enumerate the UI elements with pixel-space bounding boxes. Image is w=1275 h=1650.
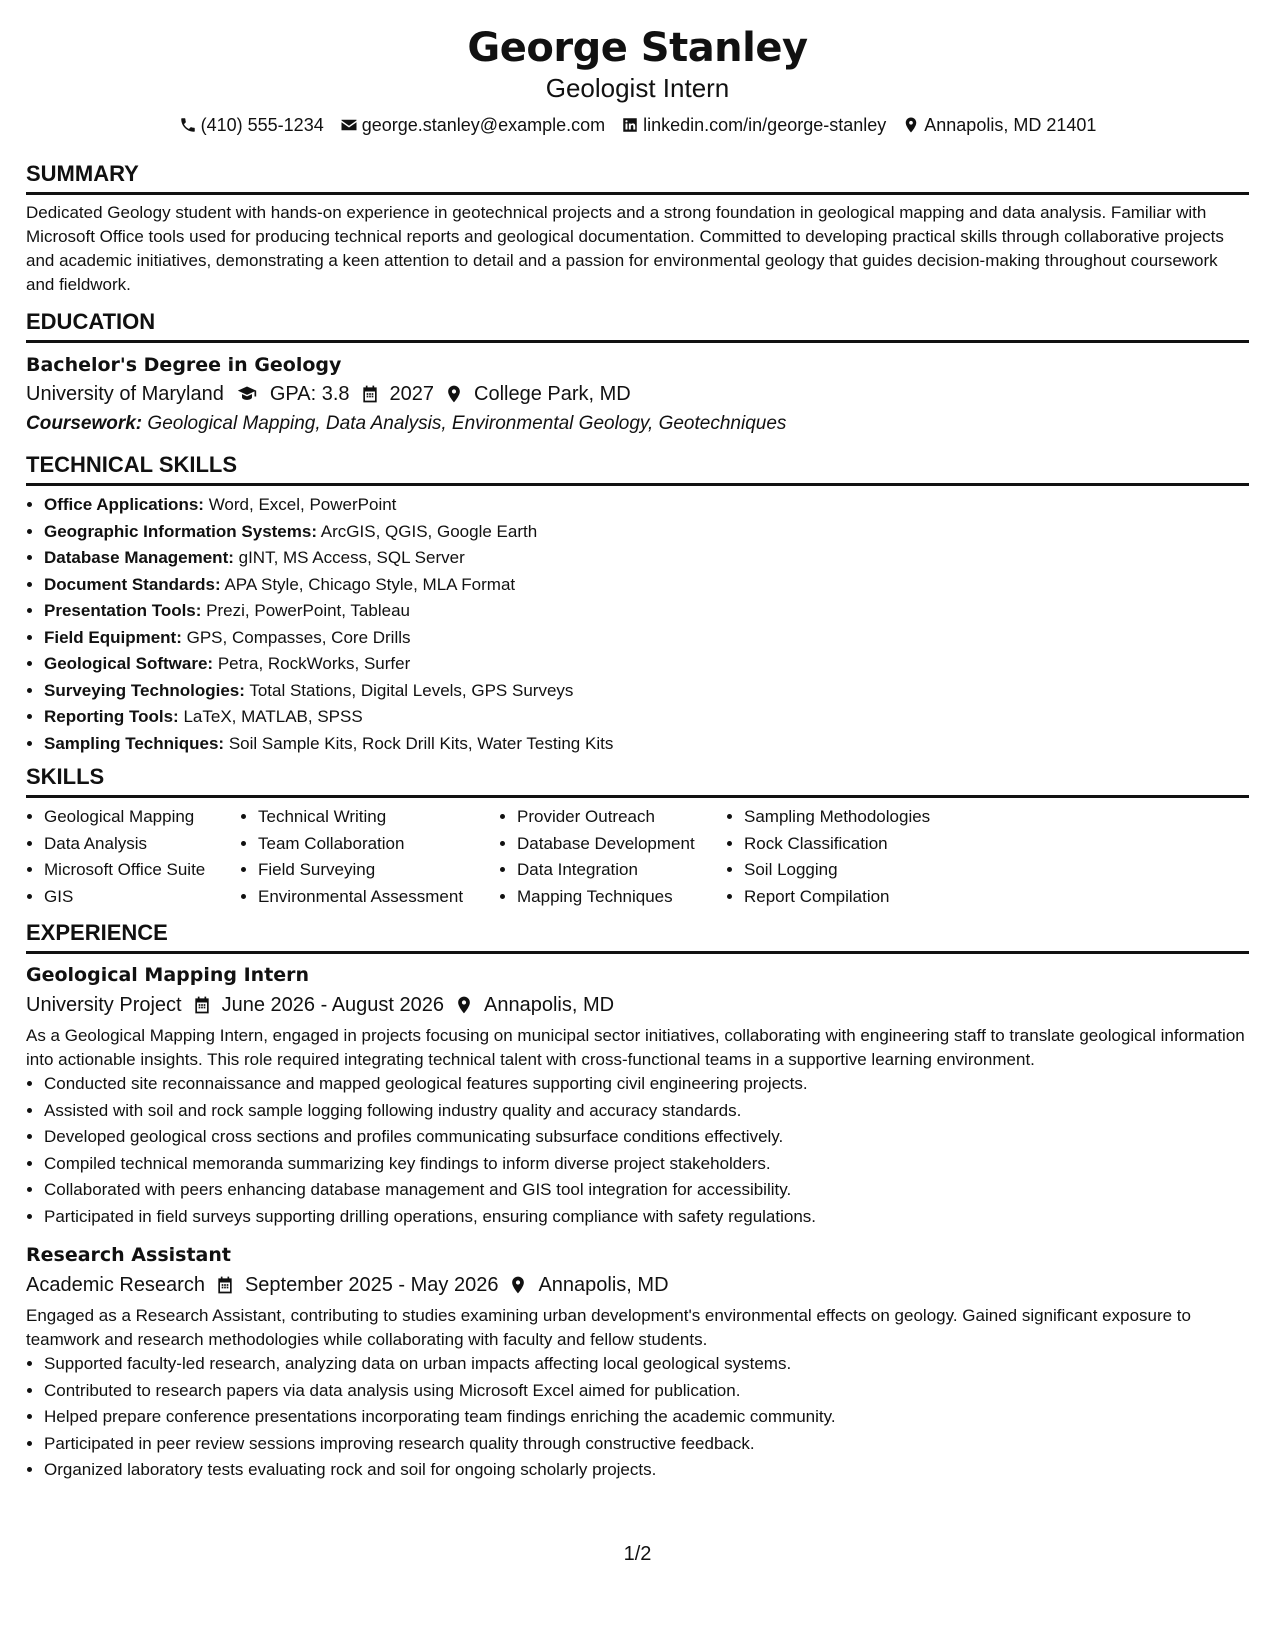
degree-title: Bachelor's Degree in Geology (26, 354, 342, 376)
education-section (26, 308, 1249, 439)
technical-skill-value: GPS, Compasses, Core Drills (186, 627, 411, 647)
skill-item: • Data Integration (517, 857, 726, 884)
technical-skills-section (26, 451, 1249, 757)
technical-skill-item (44, 651, 1249, 678)
job-title: Research Assistant (26, 1244, 231, 1266)
calendar-icon (192, 995, 212, 1015)
technical-skill-value: ArcGIS, QGIS, Google Earth (320, 521, 538, 541)
phone-icon (179, 116, 197, 134)
technical-skill-item (44, 731, 1249, 758)
map-pin-icon (444, 384, 464, 404)
coursework-line (26, 409, 1249, 439)
technical-skill-item (44, 572, 1249, 599)
technical-skill-value: Petra, RockWorks, Surfer (217, 654, 411, 673)
technical-skill-label: Geographic Information Systems: (44, 521, 317, 541)
job-bullet: • Collaborated with peers enhancing database management and GIS tool integration for accessibility. (44, 1177, 1249, 1204)
experience-list (26, 960, 1249, 1484)
job-bullet: • Conducted site reconnaissance and mapped geological features supporting civil engineering projects. (44, 1071, 1249, 1098)
email-text: george.stanley@example.com (361, 115, 606, 135)
job-description: As a Geological Mapping Intern, engaged in projects focusing on municipal sector initiatives, collaborating with engineering staff to translate geological information into actionable insights. This role required integrating technical talent with cross-functional teams in a supportive learning environment. (26, 1026, 1245, 1069)
job-bullet: • Participated in peer review sessions improving research quality through constructive feedback. (44, 1431, 1249, 1458)
job-bullet: • Compiled technical memoranda summarizing key findings to inform diverse project stakeholders. (44, 1151, 1249, 1178)
job-bullet: • Participated in field surveys supporting drilling operations, ensuring compliance with safety regulations. (44, 1204, 1249, 1231)
job-dates: June 2026 - August 2026 (221, 994, 445, 1016)
school-name: University of Maryland (26, 383, 224, 405)
map-pin-icon (508, 1275, 528, 1295)
technical-skill-value: gINT, MS Access, SQL Server (238, 548, 465, 567)
job-description: Engaged as a Research Assistant, contributing to studies examining urban development's environmental effects on geology. Gained significant exposure to teamwork and research methodologies while collaborating with faculty and fellow students. (26, 1306, 1191, 1349)
job-bullet: • Supported faculty-led research, analyzing data on urban impacts affecting local geological systems. (44, 1351, 1249, 1378)
skill-item: • Report Compilation (744, 884, 966, 911)
skill-item: • Microsoft Office Suite (44, 857, 240, 884)
skill-item: • Technical Writing (258, 804, 499, 831)
skills-column (726, 804, 966, 910)
summary-text: Dedicated Geology student with hands-on experience in geotechnical projects and a strong foundation in geological mapping and data analysis. Familiar with Microsoft Office tools used for producing technical reports and geological documentation. Committed to developing practical skills through collaborative projects and academic initiatives, demonstrating a keen attention to detail and a passion for environmental geology that guides decision-making throughout coursework and fieldwork. (26, 203, 1224, 294)
map-pin-icon (902, 116, 920, 134)
job-bullets (26, 1351, 1249, 1484)
map-pin-icon (454, 995, 474, 1015)
technical-skill-value: Prezi, PowerPoint, Tableau (206, 601, 410, 620)
linkedin-text: linkedin.com/in/george-stanley (643, 115, 887, 135)
technical-skill-value: Word, Excel, PowerPoint (208, 495, 397, 514)
technical-skill-label: Sampling Techniques: (44, 733, 225, 753)
contact-bar (26, 112, 1249, 138)
calendar-icon (215, 1275, 235, 1295)
technical-skill-item (44, 598, 1249, 625)
linkedin-icon (621, 116, 639, 134)
technical-skills-list (26, 492, 1249, 757)
skills-column (26, 804, 240, 910)
job-org: Academic Research (26, 1274, 205, 1296)
technical-skill-label: Surveying Technologies: (44, 680, 245, 700)
page-number: 1/2 (623, 1543, 652, 1565)
technical-skill-value: Soil Sample Kits, Rock Drill Kits, Water Testing Kits (228, 733, 614, 753)
skill-item: • Database Development (517, 831, 726, 858)
skill-item: • Provider Outreach (517, 804, 726, 831)
skills-grid (26, 804, 1249, 910)
technical-skill-value: Total Stations, Digital Levels, GPS Surveys (249, 680, 574, 700)
graduation-cap-icon (234, 384, 260, 404)
candidate-name: George Stanley (467, 25, 808, 71)
technical-skill-item (44, 704, 1249, 731)
technical-skill-label: Reporting Tools: (44, 707, 179, 726)
education-heading: EDUCATION (26, 308, 1249, 343)
technical-skills-heading: TECHNICAL SKILLS (26, 451, 1249, 486)
phone-text: (410) 555-1234 (200, 115, 324, 135)
job-location: Annapolis, MD (538, 1274, 669, 1296)
job-bullet: • Helped prepare conference presentations incorporating team findings enriching the academic community. (44, 1404, 1249, 1431)
technical-skill-label: Document Standards: (44, 574, 221, 594)
technical-skill-item (44, 492, 1249, 519)
job-entry (26, 1240, 1249, 1484)
contact-email[interactable] (340, 112, 605, 138)
technical-skill-item (44, 545, 1249, 572)
job-bullet: • Contributed to research papers via data analysis using Microsoft Excel aimed for publication. (44, 1378, 1249, 1405)
candidate-headline: Geologist Intern (545, 73, 730, 103)
technical-skill-label: Field Equipment: (44, 627, 182, 647)
experience-heading: EXPERIENCE (26, 919, 1249, 954)
envelope-icon (340, 116, 358, 134)
skill-item: • Field Surveying (258, 857, 499, 884)
coursework-label: Coursework: (26, 413, 143, 434)
technical-skill-label: Office Applications: (44, 495, 204, 514)
job-dates: September 2025 - May 2026 (244, 1274, 499, 1296)
resume-page (26, 0, 1249, 1650)
gpa-text: GPA: 3.8 (269, 383, 350, 405)
technical-skill-label: Geological Software: (44, 654, 214, 673)
technical-skill-item (44, 678, 1249, 705)
contact-location (902, 112, 1096, 138)
education-meta (26, 379, 1249, 409)
skill-item: • GIS (44, 884, 240, 911)
job-meta (26, 1270, 1249, 1300)
job-bullet: • Assisted with soil and rock sample logging following industry quality and accuracy standards. (44, 1098, 1249, 1125)
job-org: University Project (26, 994, 182, 1016)
job-title: Geological Mapping Intern (26, 964, 310, 986)
technical-skill-label: Database Management: (44, 548, 234, 567)
skills-column (240, 804, 499, 910)
experience-section (26, 919, 1249, 1484)
skill-item: • Data Analysis (44, 831, 240, 858)
technical-skill-item (44, 625, 1249, 652)
location-text: Annapolis, MD 21401 (924, 115, 1097, 135)
skill-item: • Rock Classification (744, 831, 966, 858)
skills-heading: SKILLS (26, 763, 1249, 798)
skill-item: • Geological Mapping (44, 804, 240, 831)
technical-skill-value: LaTeX, MATLAB, SPSS (183, 707, 363, 726)
skills-section (26, 763, 1249, 910)
skill-item: • Team Collaboration (258, 831, 499, 858)
technical-skill-value: APA Style, Chicago Style, MLA Format (224, 574, 516, 594)
skill-item: • Soil Logging (744, 857, 966, 884)
skills-column (499, 804, 726, 910)
job-bullets (26, 1071, 1249, 1230)
summary-heading: SUMMARY (26, 160, 1249, 195)
grad-year: 2027 (389, 383, 435, 405)
contact-phone[interactable] (179, 112, 324, 138)
coursework-list: Geological Mapping, Data Analysis, Environmental Geology, Geotechniques (147, 413, 787, 434)
technical-skill-item (44, 519, 1249, 546)
summary-section (26, 160, 1249, 297)
technical-skill-label: Presentation Tools: (44, 601, 202, 620)
job-bullet: • Developed geological cross sections and profiles communicating subsurface conditions effectively. (44, 1124, 1249, 1151)
calendar-icon (360, 384, 380, 404)
skill-item: • Mapping Techniques (517, 884, 726, 911)
job-location: Annapolis, MD (484, 994, 615, 1016)
skill-item: • Environmental Assessment (258, 884, 499, 911)
school-location: College Park, MD (474, 383, 631, 405)
job-meta (26, 990, 1249, 1020)
job-bullet: • Organized laboratory tests evaluating rock and soil for ongoing scholarly projects. (44, 1457, 1249, 1484)
job-entry (26, 960, 1249, 1230)
skill-item: • Sampling Methodologies (744, 804, 966, 831)
contact-linkedin[interactable] (621, 112, 886, 138)
